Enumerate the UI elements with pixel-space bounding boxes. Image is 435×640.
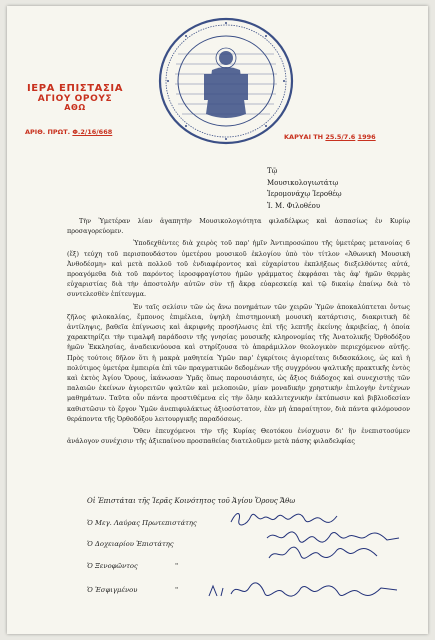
ditto-mark: " bbox=[175, 586, 179, 594]
letterhead-line-1: ΙΕΡΑ ΕΠΙΣΤΑΣΙΑ bbox=[26, 83, 124, 94]
greeting-paragraph: Τὴν Ὑμετέραν λίαν ἀγαπητὴν Μουσικολογιότητα φιλαδέλφως καὶ ἀσπασίως ἐν Κυρίῳ προσαγορεύομεν. bbox=[67, 217, 410, 236]
letterhead bbox=[25, 84, 125, 112]
letterhead-line-3: ΑΘΩ bbox=[64, 102, 86, 112]
signatory-role: Ὁ Ξενοφῶντος bbox=[87, 562, 138, 570]
body-paragraph-1: Ὑποδεχθέντες διὰ χειρὸς τοῦ παρ' ἡμῖν Ἀντιπροσώπου τῆς ὑμετέρας μετανοίας 6 (ἕξ) τεύχη τοῦ περισπουδάστου ὑμετέρου μουσικοῦ ἐκλογίου ὑπὸ τὸν τίτλον «Ἀθωνικὴ Μουσικὴ Ἀνθοδέσμη» καὶ μετὰ πολλοῦ τοῦ ἐνδιαφέροντος καὶ εὐχαρίστου ἐκπλήξεως διεξελθόντες αὐτά, προαγόμεθα διὰ τοῦ παρόντος ἱεροσφραγίστου ἡμῶν γράμματος ἐκφράσαι τὰς ἀφ' ἡμῶν θερμὰς εὐχαριστίας διὰ τὴν ἀποστολὴν αὐτῶν σὺν τῇ ἄκρᾳ εὐαρεσκείᾳ καὶ τῷ δικαίῳ ἐπαίνῳ διὰ τὸ συντελεσθὲν ἐπίτευγμα. bbox=[67, 239, 410, 299]
signature-docheiariou-icon bbox=[265, 528, 405, 566]
signature-row-xenophontos bbox=[87, 562, 179, 570]
recipient-block bbox=[267, 166, 342, 212]
signatory-role: Ὁ Δοχειαρίου Ἐπιστάτης bbox=[87, 540, 174, 548]
signature-esphigmenou-icon bbox=[207, 580, 407, 602]
protocol-number-line bbox=[25, 128, 112, 136]
letter-body bbox=[67, 216, 410, 448]
place-label: ΚΑΡΥΑΙ ΤΗ bbox=[284, 133, 324, 141]
letterhead-line-2: ΑΓΙΟΥ ΟΡΟΥΣ bbox=[37, 93, 113, 104]
signature-row-docheiariou bbox=[87, 540, 174, 548]
recipient-line-2: Μουσικολογιωτάτῳ bbox=[267, 178, 339, 187]
body-paragraph-3: Ὅθεν ἐπευχόμενοι τὴν τῆς Κυρίας Θεοτόκου ἐνίσχυσιν δι' ἣν ἐνεπιστοσύμεν ἀνάλογον συνέχισιν τῆς ἀξιεπαίνου προσπαθείας διατελοῦμεν μετὰ πάσης φιλαδελφίας bbox=[67, 427, 410, 446]
signatories-heading: Οἱ Ἐπιστάται τῆς Ἱερᾶς Κοινότητος τοῦ Ἁγίου Ὄρους Ἄθω bbox=[87, 497, 296, 505]
letter-page bbox=[7, 6, 428, 634]
date-year: 1996 bbox=[357, 133, 376, 141]
place-date-line bbox=[284, 133, 376, 141]
signature-row-lavra bbox=[87, 519, 197, 527]
body-paragraph-2: Ἐν ταῖς σελίσιν τῶν ὡς ἄνω πονημάτων τῶν χειρῶν Ὑμῶν ἀποκαλύπτεται ὄντως ζῆλος φιλοκαλίας, ἔμπονος ἐπιμέλεια, ὑψηλὴ ἐπιστημονικὴ μουσικὴ κατάρτισις, διακριτικὴ δὲ ἀντίληψις, βαθεῖα ἐπίγνωσις καὶ ἀκριφνὴς προσήλωσις ἐπὶ τῆς λεπτῆς ἐκείνης ἀκριβείας, ἡ ὁποία χαρακτηρίζει τὴν τιμαλφῆ παράδοσιν τῆς γνησίας μουσικῆς κληρονομίας τῆς Ἀνατολικῆς Ὀρθοδόξου ἡμῶν Ἐκκλησίας, ἀναδεικνύουσα καὶ στηρίζουσα τὸ ἀπαράμιλλον θεολογικὸν περιεχόμενον αὐτῆς. Πρὸς τούτοις δῆλον ὅτι ἡ μακρὰ μαθητεία Ὑμῶν παρ' ἐγκρίτοις ἁγιορείταις διδασκάλοις, ὡς καὶ ἡ πολύτιμος ὑμετέρα ἐμπειρία ἐπὶ τῶν πραγματικῶν δεδομένων τῆς συγχρόνου ψαλτικῆς πρακτικῆς ἐντὸς καὶ ἐκτὸς Ἁγίου Ὄρους, ἱκάνωσαν Ὑμᾶς ὅπως παρουσιάσητε, ὡς ἄξιος διάδοχος καὶ συνεχιστὴς τῶν παλαιῶν ἐκείνων ἁγιορειτῶν ψαλτῶν καὶ μελοποιῶν, μίαν μοναδικὴν χρηστικὴν ἐπιλογὴν ἐντέχνων μαθημάτων. Ταῦτα οὖν πάντα προστιθέμενα εἰς τὴν ὅλην καλλιτεχνικὴν ἐκτύπωσιν καὶ βιβλιοδεσίαν καθιστῶσιν τὸ ἔργον Ὑμῶν ἀνεπιφυλάκτως ἀξιοσύστατον, ἐὰν μὴ ἀπαραίτητον, διὰ πάντα φιλόμουσον θεράποντα τῆς Ὀρθοδόξου λειτουργικῆς παραδόσεως. bbox=[67, 302, 410, 423]
signatory-role: Ὁ Ἐσφιγμένου bbox=[87, 586, 138, 594]
recipient-line-1: Τῷ bbox=[267, 167, 278, 175]
ditto-mark: " bbox=[175, 562, 179, 570]
date-day-month: 25.5/7.6 bbox=[325, 133, 356, 141]
monastic-seal-icon bbox=[156, 14, 296, 148]
signatory-role: Ὁ Μεγ. Λαύρας Πρωτεπιστάτης bbox=[87, 519, 197, 527]
signature-row-esphigmenou bbox=[87, 586, 179, 594]
protocol-number: Φ.2/16/668 bbox=[72, 128, 113, 136]
recipient-line-3: Ἱερομονάχῳ Ἰεροθέῳ bbox=[267, 190, 342, 198]
signature-lavra-icon bbox=[229, 508, 359, 530]
protocol-label: ΑΡΙΘ. ΠΡΩΤ. bbox=[25, 128, 71, 136]
recipient-line-4: Ἱ. Μ. Φιλοθέου bbox=[267, 201, 321, 210]
